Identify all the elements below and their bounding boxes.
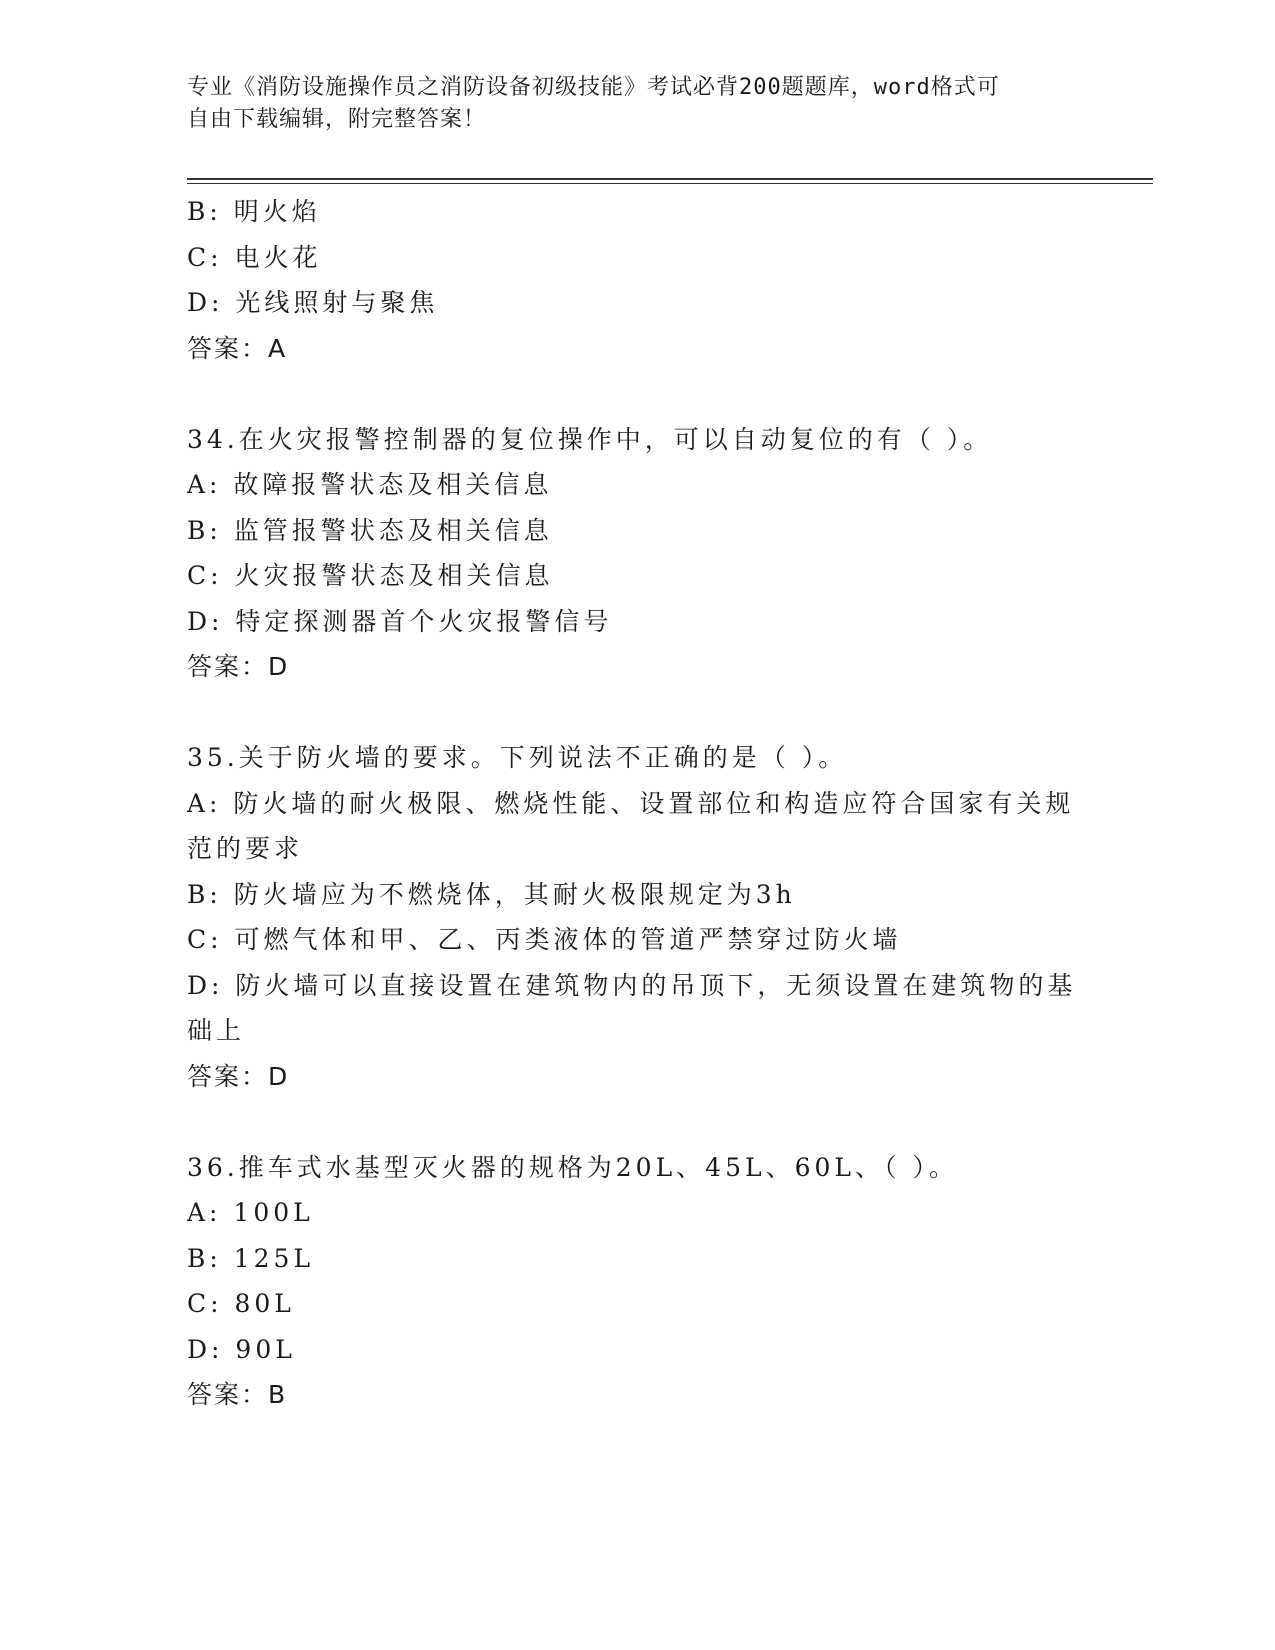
question-33-continued [187,189,1077,371]
option-a-line-2: 范的要求 [187,834,304,863]
spacer [187,1099,1077,1145]
option-d: D: 90L [187,1334,296,1364]
answer: 答案：D [187,1061,290,1091]
question-text: 34.在火灾报警控制器的复位操作中，可以自动复位的有（ ）。 [187,424,993,454]
option-b: B: 防火墙应为不燃烧体，其耐火极限规定为3h [187,879,796,909]
question-35 [187,735,1077,1099]
spacer [187,371,1077,417]
option-c: C: 火灾报警状态及相关信息 [187,561,554,590]
option-b: B: 监管报警状态及相关信息 [187,515,553,545]
option-a: A: 100L [187,1198,314,1227]
option-b: B: 125L [187,1243,315,1273]
document-header [187,72,1067,136]
option-d-line-2: 础上 [187,1016,246,1045]
header-line-1: 专业《消防设施操作员之消防设备初级技能》考试必背200题题库，word格式可 [187,75,1000,100]
option-c: C: 80L [187,1289,295,1318]
question-text: 36.推车式水基型灭火器的规格为20L、45L、60L、（ ）。 [187,1152,958,1182]
option-c: C: 可燃气体和甲、乙、丙类液体的管道严禁穿过防火墙 [187,925,902,954]
question-34 [187,417,1077,690]
option-a: A: 故障报警状态及相关信息 [187,470,553,499]
question-list [187,189,1077,1418]
option-a-line-1: A: 防火墙的耐火极限、燃烧性能、设置部位和构造应符合国家有关规 [187,788,1075,818]
answer: 答案：D [187,652,290,681]
option-d: D: 光线照射与聚焦 [187,288,439,317]
option-b: B: 明火焰 [187,197,321,226]
answer: 答案：B [187,1380,288,1409]
spacer [187,690,1077,736]
header-divider [187,178,1153,184]
question-36 [187,1145,1077,1418]
answer: 答案：A [187,333,288,363]
option-c: C: 电火花 [187,242,322,272]
option-d-line-1: D: 防火墙可以直接设置在建筑物内的吊顶下，无须设置在建筑物的基 [187,970,1077,1000]
header-line-2: 自由下载编辑，附完整答案！ [187,107,487,132]
question-text: 35.关于防火墙的要求。下列说法不正确的是（ ）。 [187,743,848,772]
option-d: D: 特定探测器首个火灾报警信号 [187,606,613,636]
